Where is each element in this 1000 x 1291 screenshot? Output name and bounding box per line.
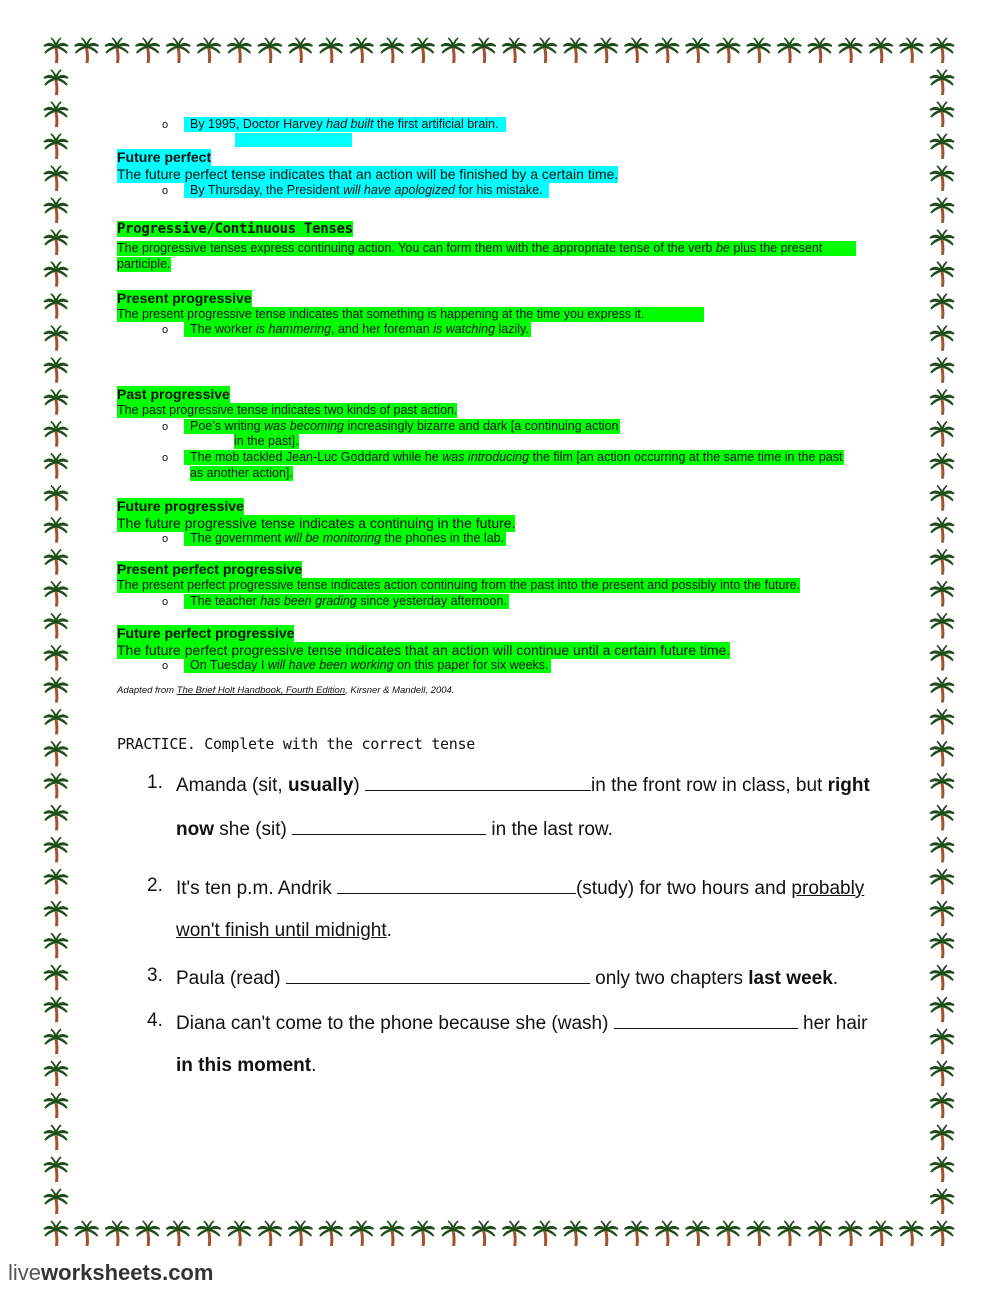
palm-tree-icon <box>136 1221 160 1246</box>
heading-past-progressive: Past progressive <box>117 386 230 402</box>
palm-tree-icon <box>44 230 68 255</box>
palm-tree-icon <box>472 38 496 63</box>
palm-tree-icon <box>747 1221 771 1246</box>
palm-tree-icon <box>44 38 68 63</box>
palm-tree-icon <box>44 773 68 798</box>
palm-tree-icon <box>227 38 251 63</box>
palm-tree-icon <box>44 645 68 670</box>
palm-tree-icon <box>930 614 954 639</box>
question-4-line1: Diana can't come to the phone because she (wash) her hair <box>176 1010 867 1035</box>
palm-tree-icon <box>502 38 526 63</box>
palm-tree-icon <box>563 38 587 63</box>
palm-tree-icon <box>44 198 68 223</box>
palm-tree-icon <box>44 326 68 351</box>
palm-tree-icon <box>930 166 954 191</box>
palm-tree-icon <box>105 1221 129 1246</box>
palm-tree-icon <box>869 1221 893 1246</box>
palm-tree-icon <box>44 550 68 575</box>
palm-tree-icon <box>930 645 954 670</box>
palm-tree-icon <box>44 1157 68 1182</box>
answer-blank-2[interactable] <box>337 875 576 894</box>
palm-tree-icon <box>75 38 99 63</box>
palm-tree-icon <box>686 1221 710 1246</box>
heading-progressive-tenses: Progressive/Continuous Tenses <box>117 221 353 237</box>
desc-future-perfect: The future perfect tense indicates that an action will be finished by a certain time. <box>117 166 619 182</box>
bullet-marker: o <box>162 660 169 672</box>
example-present-progressive: The worker is hammering, and her foreman is watching lazily. <box>184 322 531 337</box>
palm-tree-icon <box>44 70 68 95</box>
palm-tree-icon <box>930 773 954 798</box>
question-number-1: 1. <box>147 772 163 793</box>
bullet-marker: o <box>162 533 169 545</box>
palm-tree-icon <box>441 38 465 63</box>
palm-tree-icon <box>899 1221 923 1246</box>
palm-tree-icon <box>716 38 740 63</box>
palm-tree-icon <box>44 518 68 543</box>
palm-tree-icon <box>869 38 893 63</box>
palm-tree-icon <box>44 741 68 766</box>
palm-tree-icon <box>930 1125 954 1150</box>
palm-tree-icon <box>136 38 160 63</box>
palm-tree-icon <box>930 198 954 223</box>
answer-blank-4[interactable] <box>614 1010 798 1029</box>
palm-tree-icon <box>288 38 312 63</box>
palm-tree-icon <box>44 1029 68 1054</box>
palm-tree-icon <box>44 709 68 734</box>
palm-tree-icon <box>655 38 679 63</box>
palm-tree-icon <box>533 1221 557 1246</box>
palm-tree-icon <box>227 1221 251 1246</box>
question-4-line2: in this moment. <box>176 1055 317 1076</box>
palm-tree-icon <box>930 677 954 702</box>
palm-tree-icon <box>930 869 954 894</box>
desc-future-perfect-progressive: The future perfect progressive tense indicates that an action will continue until a certain future time. <box>117 642 731 658</box>
example-present-perfect-progressive: The teacher has been grading since yesterday afternoon. <box>184 594 509 609</box>
palm-tree-icon <box>44 262 68 287</box>
bullet-marker: o <box>162 452 169 464</box>
palm-tree-icon <box>930 454 954 479</box>
example-future-progressive: The government will be monitoring the phones in the lab. <box>184 531 506 546</box>
desc-past-progressive: The past progressive tense indicates two kinds of past action. <box>117 403 458 417</box>
palm-tree-icon <box>44 454 68 479</box>
palm-tree-icon <box>44 582 68 607</box>
palm-tree-icon <box>930 486 954 511</box>
palm-tree-icon <box>655 1221 679 1246</box>
palm-tree-icon <box>44 677 68 702</box>
citation: Adapted from The Brief Holt Handbook, Fourth Edition, Kirsner & Mandell, 2004. <box>117 685 455 696</box>
example-past-progressive-1: Poe’s writing was becoming increasingly bizarre and dark [a continuing action <box>184 419 620 434</box>
example-future-perfect-progressive: On Tuesday I will have been working on this paper for six weeks. <box>184 658 551 673</box>
palm-tree-icon <box>44 805 68 830</box>
palm-tree-icon <box>808 38 832 63</box>
palm-tree-icon <box>197 38 221 63</box>
palm-tree-icon <box>380 1221 404 1246</box>
bullet-marker: o <box>162 421 169 433</box>
question-2-line2: won't finish until midnight. <box>176 920 392 941</box>
palm-tree-icon <box>838 38 862 63</box>
palm-tree-icon <box>44 102 68 127</box>
palm-tree-icon <box>44 933 68 958</box>
palm-tree-icon <box>166 38 190 63</box>
example-past-perfect: By 1995, Doctor Harvey had built the first artificial brain. <box>184 117 506 132</box>
palm-tree-icon <box>75 1221 99 1246</box>
palm-tree-icon <box>747 38 771 63</box>
palm-tree-icon <box>930 1221 954 1246</box>
palm-tree-icon <box>44 901 68 926</box>
question-3-line1: Paula (read) only two chapters last week. <box>176 965 838 990</box>
bullet-marker: o <box>162 119 169 131</box>
palm-tree-icon <box>777 38 801 63</box>
bullet-marker: o <box>162 596 169 608</box>
palm-tree-icon <box>350 1221 374 1246</box>
palm-tree-icon <box>899 38 923 63</box>
question-number-3: 3. <box>147 965 163 986</box>
heading-future-progressive: Future progressive <box>117 498 244 514</box>
palm-tree-icon <box>930 230 954 255</box>
desc-present-perfect-progressive: The present perfect progressive tense indicates action continuing from the past into the present and possibly into the future. <box>117 578 801 592</box>
palm-tree-icon <box>930 102 954 127</box>
desc-present-progressive: The present progressive tense indicates that something is happening at the time you express it. <box>117 307 704 322</box>
palm-tree-icon <box>319 38 343 63</box>
palm-tree-icon <box>930 1093 954 1118</box>
palm-tree-icon <box>44 1221 68 1246</box>
palm-tree-icon <box>930 1029 954 1054</box>
palm-tree-icon <box>44 166 68 191</box>
palm-tree-icon <box>624 1221 648 1246</box>
palm-tree-icon <box>350 38 374 63</box>
palm-tree-icon <box>44 294 68 319</box>
example-future-perfect: By Thursday, the President will have apologized for his mistake. <box>184 183 549 198</box>
answer-blank-1a[interactable] <box>365 772 591 791</box>
palm-tree-icon <box>44 997 68 1022</box>
palm-tree-icon <box>930 262 954 287</box>
palm-tree-icon <box>930 1189 954 1214</box>
palm-tree-icon <box>411 1221 435 1246</box>
palm-tree-icon <box>930 741 954 766</box>
palm-tree-icon <box>44 134 68 159</box>
palm-tree-icon <box>930 1061 954 1086</box>
palm-tree-icon <box>44 422 68 447</box>
question-number-2: 2. <box>147 875 163 896</box>
palm-tree-icon <box>930 518 954 543</box>
palm-tree-icon <box>319 1221 343 1246</box>
answer-blank-1b[interactable] <box>292 816 486 835</box>
question-1-line2: now she (sit) in the last row. <box>176 816 613 841</box>
palm-tree-icon <box>777 1221 801 1246</box>
palm-tree-icon <box>44 486 68 511</box>
palm-tree-icon <box>502 1221 526 1246</box>
palm-tree-icon <box>930 805 954 830</box>
palm-tree-icon <box>44 1061 68 1086</box>
palm-tree-icon <box>411 38 435 63</box>
palm-tree-icon <box>44 869 68 894</box>
palm-tree-icon <box>44 965 68 990</box>
example-past-progressive-1-cont: in the past]. <box>234 434 299 448</box>
palm-tree-icon <box>930 358 954 383</box>
palm-tree-icon <box>930 390 954 415</box>
desc-progressive-line2: participle. <box>117 257 171 271</box>
palm-tree-icon <box>594 38 618 63</box>
liveworksheets-logo[interactable]: liveworksheets.com <box>8 1260 214 1285</box>
palm-tree-icon <box>197 1221 221 1246</box>
palm-tree-icon <box>288 1221 312 1246</box>
palm-tree-icon <box>686 38 710 63</box>
palm-tree-icon <box>44 1189 68 1214</box>
palm-tree-icon <box>930 422 954 447</box>
palm-tree-icon <box>533 38 557 63</box>
desc-progressive: The progressive tenses express continuing action. You can form them with the appropriate tense of the verb be plus the present <box>117 241 856 256</box>
example-past-progressive-2-cont: as another action]. <box>190 466 293 480</box>
palm-tree-icon <box>930 837 954 862</box>
palm-tree-icon <box>594 1221 618 1246</box>
example-past-progressive-2: The mob tackled Jean-Luc Goddard while he was introducing the film [an action occurring at the same time in the past <box>184 450 844 465</box>
palm-tree-icon <box>258 1221 282 1246</box>
heading-future-perfect-progressive: Future perfect progressive <box>117 625 295 641</box>
palm-tree-icon <box>930 901 954 926</box>
palm-tree-icon <box>563 1221 587 1246</box>
palm-tree-icon <box>44 390 68 415</box>
palm-tree-icon <box>930 38 954 63</box>
palm-tree-icon <box>838 1221 862 1246</box>
palm-tree-icon <box>105 38 129 63</box>
palm-tree-icon <box>44 1093 68 1118</box>
heading-future-perfect: Future perfect <box>117 149 212 165</box>
palm-tree-icon <box>380 38 404 63</box>
palm-tree-icon <box>930 326 954 351</box>
palm-tree-icon <box>930 965 954 990</box>
palm-tree-icon <box>716 1221 740 1246</box>
palm-tree-icon <box>472 1221 496 1246</box>
question-2-line1: It's ten p.m. Andrik (study) for two hours and probably <box>176 875 864 900</box>
answer-blank-3[interactable] <box>286 965 590 984</box>
palm-tree-icon <box>624 38 648 63</box>
palm-tree-icon <box>441 1221 465 1246</box>
bullet-marker: o <box>162 324 169 336</box>
palm-tree-icon <box>930 1157 954 1182</box>
palm-tree-icon <box>44 1125 68 1150</box>
palm-tree-icon <box>930 70 954 95</box>
question-number-4: 4. <box>147 1010 163 1031</box>
palm-tree-icon <box>930 933 954 958</box>
palm-tree-icon <box>930 134 954 159</box>
palm-tree-icon <box>258 38 282 63</box>
question-1-line1: Amanda (sit, usually) in the front row in class, but right <box>176 772 870 797</box>
heading-present-progressive: Present progressive <box>117 290 252 306</box>
practice-heading: PRACTICE. Complete with the correct tense <box>117 735 475 753</box>
bullet-marker: o <box>162 185 169 197</box>
palm-tree-icon <box>930 550 954 575</box>
palm-tree-icon <box>44 837 68 862</box>
citation-source: The Brief Holt Handbook, Fourth Edition <box>176 685 346 696</box>
heading-present-perfect-progressive: Present perfect progressive <box>117 561 303 577</box>
palm-tree-icon <box>930 582 954 607</box>
highlight-fragment <box>235 133 352 147</box>
palm-tree-icon <box>44 358 68 383</box>
desc-future-progressive: The future progressive tense indicates a continuing in the future. <box>117 515 516 531</box>
palm-tree-icon <box>44 614 68 639</box>
palm-tree-icon <box>930 294 954 319</box>
palm-tree-icon <box>808 1221 832 1246</box>
palm-tree-icon <box>166 1221 190 1246</box>
palm-tree-icon <box>930 997 954 1022</box>
palm-tree-icon <box>930 709 954 734</box>
